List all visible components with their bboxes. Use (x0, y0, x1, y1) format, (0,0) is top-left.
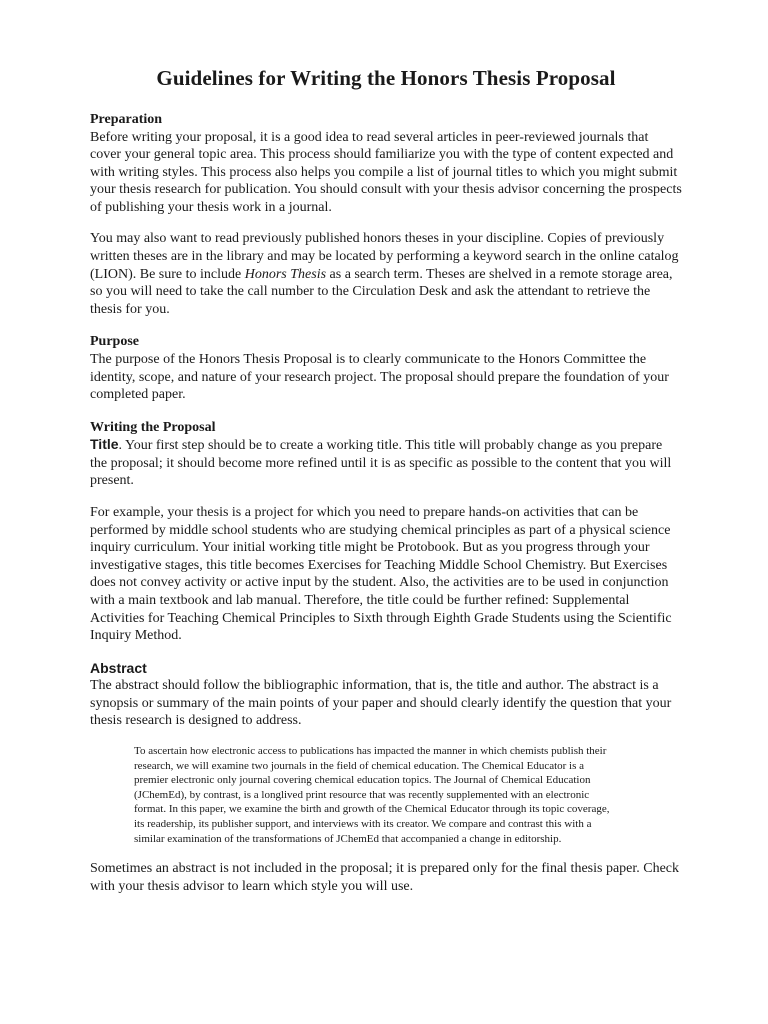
abstract-paragraph-2: Sometimes an abstract is not included in the proposal; it is prepared only for the final thesis paper. Check with your thesis advisor to learn which style you will use. (90, 861, 680, 894)
document-title: Guidelines for Writing the Honors Thesis Proposal (156, 66, 616, 90)
purpose-heading: Purpose (90, 334, 139, 350)
title-example-paragraph: For example, your thesis is a project for which you need to prepare hands-on activities that can be performed by middle school students who are studying chemical principles as part of a physical science inquiry curriculum. Your initial working title might be Protobook. But as you progress through your investigative stages, this title becomes Exercises for Teaching Middle School Chemistry. But Exercises does not convey activity or active input by the student. Also, the activities are to be used in conjunction with a main textbook and lab manual. Therefore, the title could be further refined: Supplemental Activities for Teaching Chemical Principles to Sixth through Eighth Grade Students using the Scientific Inquiry Method. (90, 505, 672, 644)
preparation-p2-text-after: as a search term. Theses are shelved in a remote storage area, so you will need to take the call number to the Circulation Desk and ask the attendant to retrieve the thesis for you. (90, 266, 673, 317)
preparation-section (90, 111, 682, 318)
preparation-p2-italic-term: Honors Thesis (244, 266, 327, 282)
abstract-section (90, 660, 682, 896)
title-inline-heading: Title (90, 436, 119, 453)
purpose-paragraph: The purpose of the Honors Thesis Proposal is to clearly communicate to the Honors Committee the identity, scope, and nature of your research project. The proposal should prepare the foundation of your completed paper. (90, 351, 669, 403)
writing-section (90, 419, 682, 645)
purpose-section (90, 333, 682, 403)
document-page (90, 66, 682, 895)
title-paragraph-text: . Your first step should be to create a working title. This title will probably change as you prepare the proposal; it should become more refined until it is as specific as possible to the content that you will present. (90, 438, 672, 489)
title-paragraph (90, 436, 682, 490)
abstract-paragraph-1: The abstract should follow the bibliographic information, that is, the title and author. The abstract is a synopsis or summary of the main points of your paper and should clearly identify the question that your thesis research is designed to address. (90, 678, 672, 729)
writing-heading: Writing the Proposal (90, 419, 216, 435)
preparation-paragraph-1: Before writing your proposal, it is a good idea to read several articles in peer-reviewed journals that cover your general topic area. This process should familiarize you with the type of content expected and with writing styles. This process also helps you compile a list of journal titles to which you might submit your thesis research for publication. You should consult with your thesis advisor concerning the prospects of publishing your thesis work in a journal. (90, 129, 682, 215)
example-abstract-block: To ascertain how electronic access to publications has impacted the manner in which chemists publish their research, we will examine two journals in the field of chemical education. The Chemical Educator is a premier electronic only journal covering chemical education topics. The Journal of Chemical Education (JChemEd), by contrast, is a longlived print resource that was recently supplemented with an electronic format. In this paper, we examine the birth and growth of the Chemical Educator through its topic coverage, its readership, its publisher support, and interviews with its creator. We compare and contrast this with a similar examination of the transformations of JChemEd that accompanied a change in editorship. (134, 745, 610, 845)
abstract-heading: Abstract (90, 659, 147, 676)
preparation-heading: Preparation (90, 112, 163, 127)
preparation-paragraph-2 (90, 230, 682, 318)
preparation-p2-text-before: You may also want to read previously published honors theses in your discipline. Copies of previously written theses are in the library and may be located by performing a keyword search in the online catalog (LION). Be sure to include (90, 231, 679, 282)
